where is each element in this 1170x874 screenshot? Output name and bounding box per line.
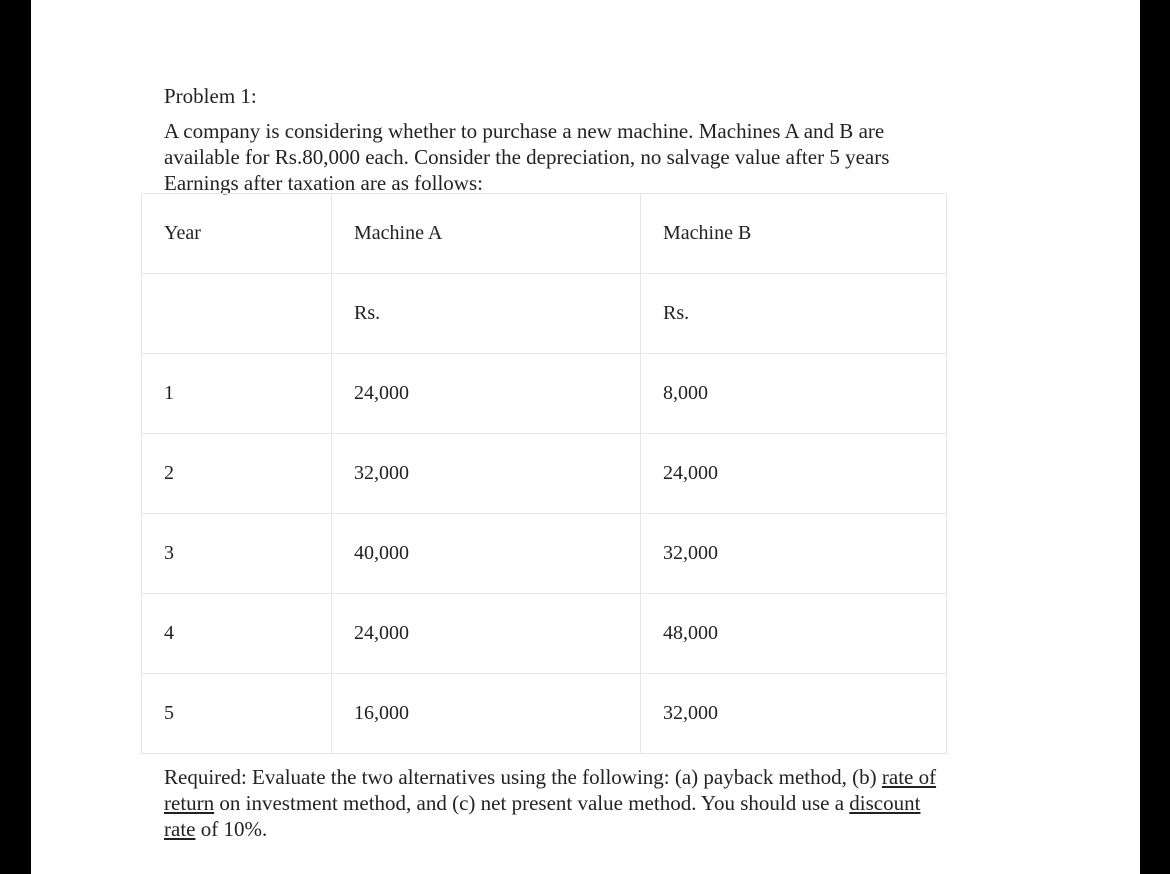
units-cell: Rs. <box>641 274 947 354</box>
earnings-table <box>141 193 947 754</box>
required-line-1 <box>164 764 1024 790</box>
required-line-3 <box>164 816 1024 842</box>
table-row <box>142 434 947 514</box>
underlined-phrase: discount <box>849 791 921 815</box>
units-cell <box>142 274 332 354</box>
year-cell: 1 <box>142 354 332 434</box>
underlined-phrase: return <box>164 791 215 815</box>
underlined-phrase: rate of <box>881 765 937 789</box>
problem-intro <box>164 118 964 196</box>
header-machine-b: Machine B <box>641 194 947 274</box>
required-text <box>164 764 1024 842</box>
header-year: Year <box>142 194 332 274</box>
year-cell: 5 <box>142 674 332 754</box>
required-line-2 <box>164 790 1024 816</box>
intro-line: A company is considering whether to purchase a new machine. Machines A and B are <box>164 119 885 143</box>
table-row <box>142 674 947 754</box>
machine-b-cell: 24,000 <box>641 434 947 514</box>
required-text-part: on investment method, and (c) net present value method. You should use a <box>214 791 850 815</box>
machine-a-cell: 16,000 <box>332 674 641 754</box>
intro-line: Earnings after taxation are as follows: <box>164 171 483 195</box>
table-header-row <box>142 194 947 274</box>
problem-title: Problem 1: <box>164 84 257 108</box>
year-cell: 2 <box>142 434 332 514</box>
machine-b-cell: 48,000 <box>641 594 947 674</box>
table-row <box>142 594 947 674</box>
machine-a-cell: 24,000 <box>332 354 641 434</box>
table-units-row <box>142 274 947 354</box>
machine-b-cell: 32,000 <box>641 674 947 754</box>
machine-b-cell: 8,000 <box>641 354 947 434</box>
year-cell: 4 <box>142 594 332 674</box>
header-machine-a: Machine A <box>332 194 641 274</box>
document-page <box>31 0 1140 874</box>
machine-a-cell: 40,000 <box>332 514 641 594</box>
machine-b-cell: 32,000 <box>641 514 947 594</box>
machine-a-cell: 24,000 <box>332 594 641 674</box>
year-cell: 3 <box>142 514 332 594</box>
table-row <box>142 514 947 594</box>
units-cell: Rs. <box>332 274 641 354</box>
earnings-table-wrap <box>141 193 947 754</box>
table-row <box>142 354 947 434</box>
machine-a-cell: 32,000 <box>332 434 641 514</box>
required-text-part: of 10%. <box>195 817 268 841</box>
required-text-part: Required: Evaluate the two alternatives using the following: (a) payback method, (b) <box>164 765 882 789</box>
intro-line: available for Rs.80,000 each. Consider the depreciation, no salvage value after 5 years <box>164 145 890 169</box>
underlined-phrase: rate <box>164 817 196 841</box>
